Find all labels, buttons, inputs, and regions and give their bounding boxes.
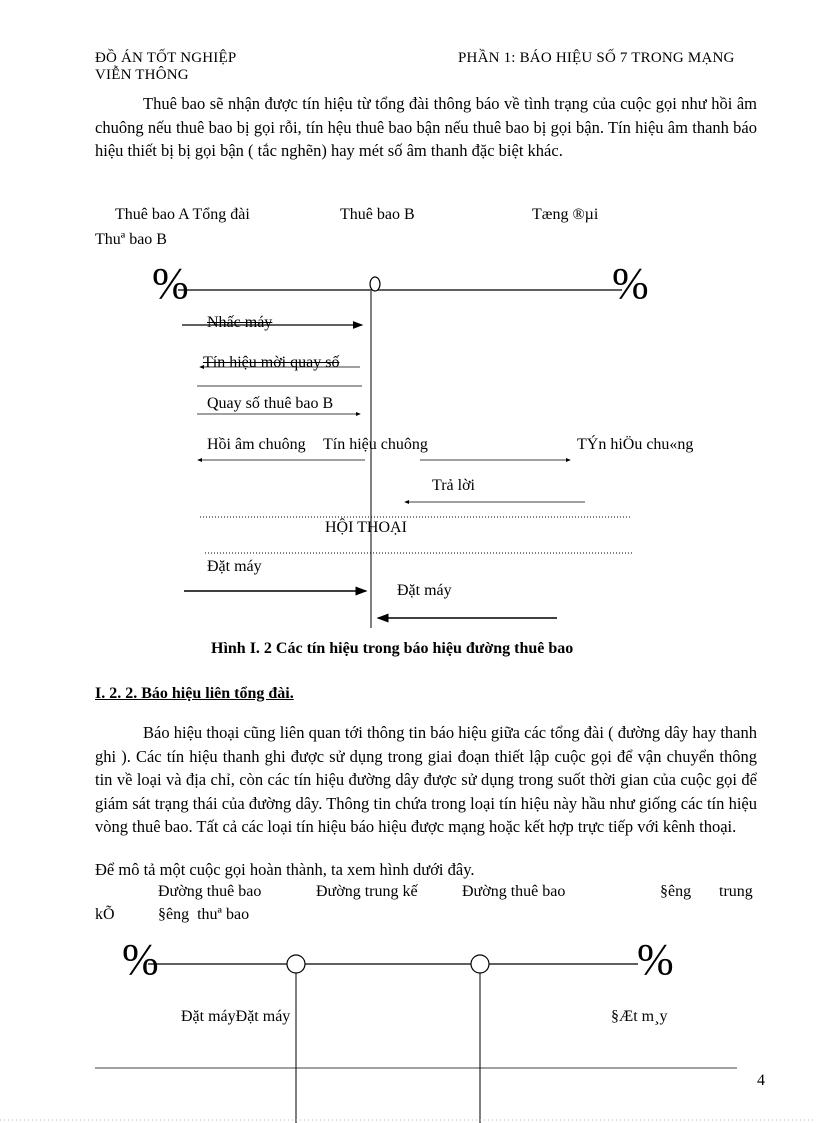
paragraph-2: Báo hiệu thoại cũng liên quan tới thông tin báo hiệu giữa các tổng đài ( đường dây hay thanh ghi ). Các tín hiệu thanh ghi được sử dụng trong giai đoạn thiết lập cuộc gọi để vận chuyển thông tin về loại và địa chỉ, còn các tín hiệu đường dây được sử dụng trong suốt thời gian của cuộc gọi để giám sát trạng thái của đường dây. Thông tin chứa trong loại tín hiệu này hầu như giống các tín hiệu vòng thuê bao. Tất cả các loại tín hiệu báo hiệu được mạng hoặc kết hợp trực tiếp với kênh thoại. <box>95 723 757 836</box>
paragraph-1: Thuê bao sẽ nhận được tín hiệu từ tổng đài thông báo về tình trạng của cuộc gọi như hồi âm chuông nếu thuê bao bị gọi rỗi, tín hệu thuê bao bận nếu thuê bao bị gọi bận. Tín hiệu âm thanh báo hiệu thiết bị bị gọi bận ( tắc nghẽn) hay mét số âm thanh đặc biệt khác. <box>95 94 757 160</box>
fig1-label-subscriber-b-2: Thuª bao B <box>95 231 167 248</box>
fig2-phone-right-icon: % <box>637 935 674 984</box>
fig1-hangup-b-label: Đặt máy <box>397 582 452 599</box>
section-title: I. 2. 2. Báo hiệu liên tổng đài. <box>95 685 294 702</box>
fig1-dial-label: Quay số thuê bao B <box>207 395 334 412</box>
header-left-line1: ĐỒ ÁN TỐT NGHIỆP <box>95 50 237 66</box>
fig1-ring-signal-right-label: TÝn hiÖu chu«ng <box>577 436 694 453</box>
paragraph-3: Để mô tả một cuộc gọi hoàn thành, ta xem hình dưới đây. <box>95 860 475 879</box>
fig1-answer-label: Trả lời <box>432 477 475 494</box>
fig1-label-subscriber-b: Thuê bao B <box>340 206 415 223</box>
fig1-phone-left-icon: % <box>152 259 189 308</box>
fig1-ring-signal-label: Tín hiệu chuông <box>323 436 428 453</box>
fig2-node-left <box>287 955 305 973</box>
fig1-label-exchange-right: Tæng ®µi <box>532 206 599 223</box>
fig2-label-subscriber-line-2: Đường thuê bao <box>462 883 566 900</box>
fig1-ringback-label: Hồi âm chuông <box>207 436 306 453</box>
fig1-conversation-label: HỘI THOẠI <box>325 519 407 536</box>
page-number: 4 <box>757 1072 765 1089</box>
fig2-node-right <box>471 955 489 973</box>
fig2-hangup-right-label: §Æt m¸y <box>611 1008 668 1025</box>
fig2-label-trunk-b: trung <box>719 883 753 900</box>
fig1-exchange-node <box>370 277 380 291</box>
fig2-label-ke: kÕ <box>95 906 115 923</box>
fig2-label-trunk-line: Đường trung kế <box>316 883 418 900</box>
fig1-label-subscriber-a-exchange: Thuê bao A Tổng đài <box>115 206 250 223</box>
fig2-phone-left-icon: % <box>122 935 159 984</box>
fig2-label-subscriber-line-3: §êng thuª bao <box>158 906 250 923</box>
fig1-phone-right-icon: % <box>612 259 649 308</box>
fig2-hangup-left-label: Đặt máyĐặt máy <box>181 1008 291 1025</box>
fig1-hangup-a-label: Đặt máy <box>207 558 262 575</box>
fig2-label-subscriber-line-1: Đường thuê bao <box>158 883 262 900</box>
fig2-label-trunk-a: §êng <box>660 883 692 900</box>
fig1-dialtone-label: Tín hiệu mời quay số <box>203 354 340 371</box>
fig1-offhook-label: Nhấc máy <box>207 314 273 331</box>
figure1-caption: Hình I. 2 Các tín hiệu trong báo hiệu đường thuê bao <box>211 640 574 657</box>
header-left-line2: VIỄN THÔNG <box>95 67 189 83</box>
header-right: PHẦN 1: BÁO HIỆU SỐ 7 TRONG MẠNG <box>458 50 735 66</box>
